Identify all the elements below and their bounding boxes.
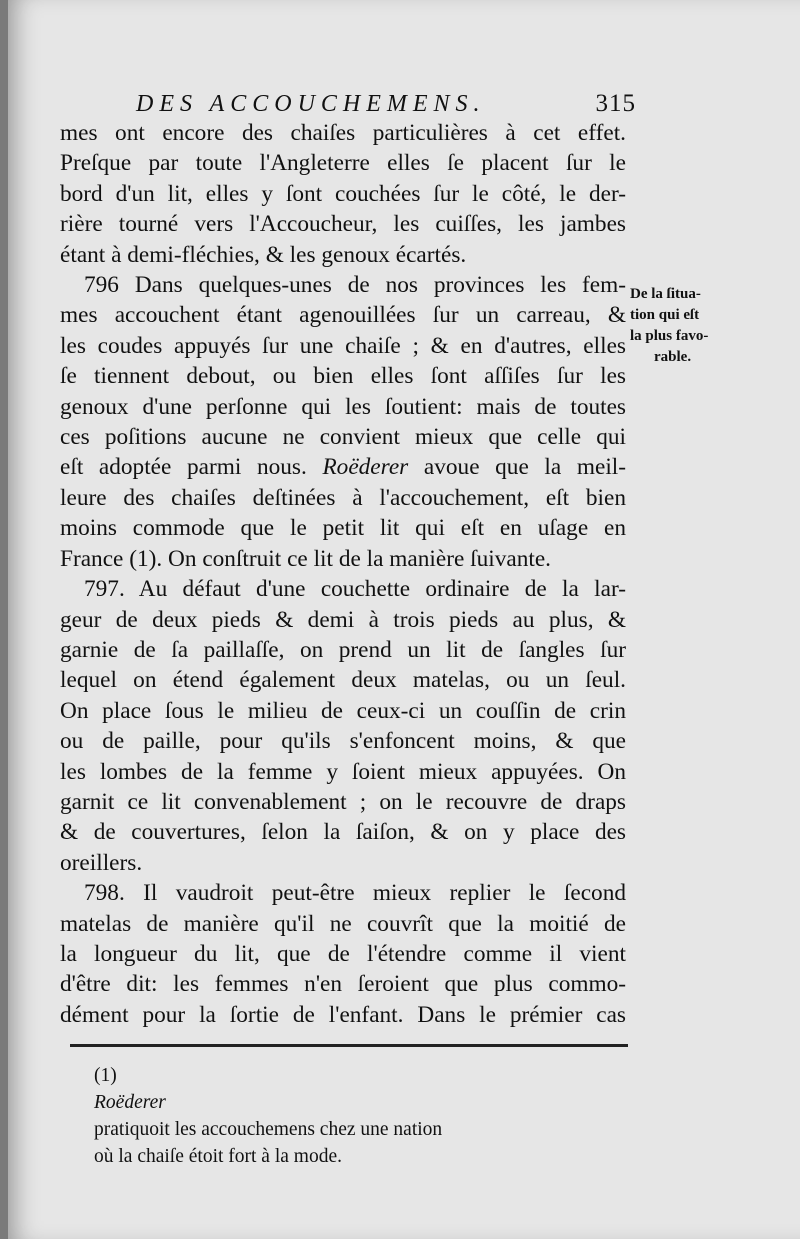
text-fragment: eſt adoptée parmi nous. <box>60 454 307 481</box>
margin-note-line: la plus favo- <box>630 328 709 344</box>
footnote-line <box>94 1062 634 1143</box>
text-line: ſe tiennent debout, ou bien elles ſont aſſiſes ſur les <box>60 363 626 390</box>
paragraph-796-start: 796 Dans quelques-unes de nos provinces les fem- <box>84 272 626 299</box>
text-line: Preſque par toute l'Angleterre elles ſe placent ſur le <box>60 150 626 177</box>
text-line: rière tourné vers l'Accoucheur, les cuiſſes, les jambes <box>60 211 626 238</box>
header-title: DES ACCOUCHEMENS. <box>136 91 486 117</box>
text-line: dément pour la ſortie de l'enfant. Dans le prémier cas <box>60 1001 626 1028</box>
text-line: mes accouchent étant agenouillées ſur un carreau, & <box>60 302 626 329</box>
footnote-rule <box>70 1044 628 1047</box>
text-line: geur de deux pieds & demi à trois pieds au plus, & <box>60 606 626 633</box>
page-number: 315 <box>595 90 636 117</box>
footnote-mark: (1) <box>94 1065 117 1086</box>
text-line: mes ont encore des chaiſes particulières à cet effet. <box>60 120 626 146</box>
text-line: genoux d'une perſonne qui les ſoutient: mais de toutes <box>60 393 626 420</box>
text-line: garnit ce lit convenablement ; on le recouvre de draps <box>60 788 626 815</box>
footnote <box>94 1062 634 1170</box>
text-line: On place ſous le milieu de ceux-ci un couſſin de crin <box>60 697 626 724</box>
text-line: étant à demi-fléchies, & les genoux écartés. <box>60 241 467 268</box>
text-line: d'être dit: les femmes n'en ſeroient que plus commo- <box>60 971 626 998</box>
body-text <box>60 118 626 1030</box>
paragraph-797-start: 797. Au défaut d'une couchette ordinaire de la lar- <box>84 576 626 603</box>
text-line: ou de paille, pour qu'ils s'enfoncent moins, & que <box>60 728 626 755</box>
text-line: bord d'un lit, elles y ſont couchées ſur le côté, le der- <box>60 180 626 207</box>
text-line: la longueur du lit, que de l'étendre comme il vient <box>60 940 626 967</box>
text-line: garnie de ſa paillaſſe, on prend un lit de ſangles ſur <box>60 636 626 663</box>
text-line: ces poſitions aucune ne convient mieux que celle qui <box>60 424 626 451</box>
paragraph-798-start: 798. Il vaudroit peut-être mieux replier le ſecond <box>84 880 626 907</box>
margin-note-line: rable. <box>654 349 692 365</box>
margin-note <box>630 284 730 368</box>
margin-note-line: De la ſitua- <box>630 286 701 302</box>
author-name-italic: Roëderer <box>322 454 409 481</box>
text-line-mixed <box>60 452 626 482</box>
text-line: les coudes appuyés ſur une chaiſe ; & en d'autres, elles <box>60 332 626 359</box>
text-line: moins commode que le petit lit qui eſt en uſage en <box>60 515 626 542</box>
text-line: France (1). On conſtruit ce lit de la manière ſuivante. <box>60 545 551 572</box>
text-line: matelas de manière qu'il ne couvrît que la moitié de <box>60 910 626 937</box>
text-line: lequel on étend également deux matelas, ou un ſeul. <box>60 667 626 694</box>
footnote-author: Roëderer <box>94 1092 166 1113</box>
margin-note-line: tion qui eſt <box>630 307 700 323</box>
text-line: & de couvertures, ſelon la ſaiſon, & on y place des <box>60 819 626 846</box>
text-line: leure des chaiſes deſtinées à l'accouchement, eſt bien <box>60 484 626 511</box>
text-line: les lombes de la femme y ſoient mieux appuyées. On <box>60 758 626 785</box>
footnote-text: pratiquoit les accouchemens chez une nation <box>94 1119 443 1140</box>
text-fragment: avoue que la meil- <box>423 454 627 481</box>
footnote-line: où la chaiſe étoit fort à la mode. <box>94 1146 342 1167</box>
running-header <box>136 90 636 118</box>
text-line: oreillers. <box>60 849 143 876</box>
book-page <box>8 0 800 1239</box>
